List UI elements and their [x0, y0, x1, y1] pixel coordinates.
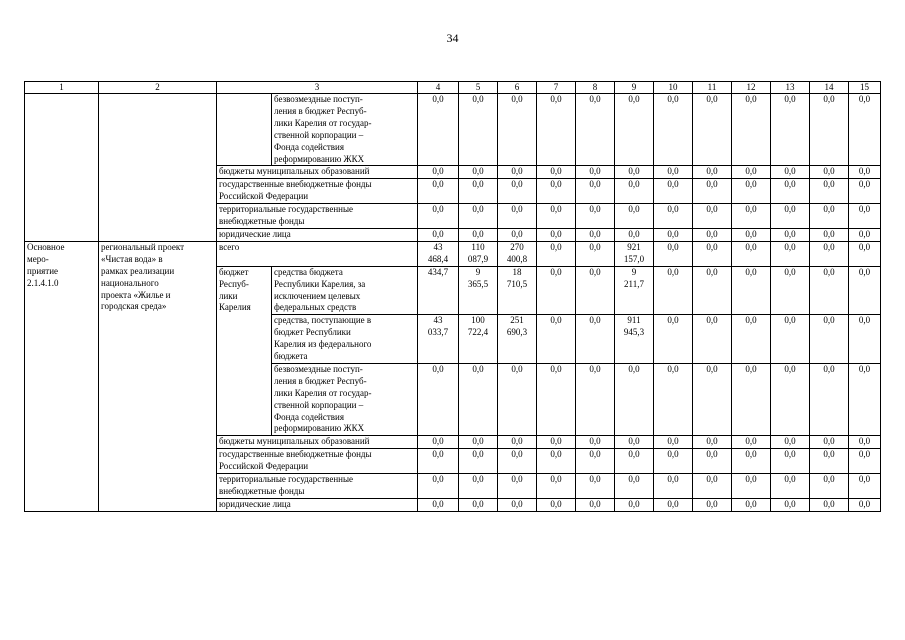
value-cell: 0,0	[693, 228, 732, 241]
value-cell: 43 033,7	[418, 315, 459, 364]
value-cell: 0,0	[537, 474, 576, 499]
value-cell: 0,0	[615, 474, 654, 499]
value-cell: 0,0	[537, 315, 576, 364]
value-cell: 0,0	[537, 241, 576, 266]
value-cell: 0,0	[654, 179, 693, 204]
column-header: 14	[810, 82, 849, 94]
source-label: безвозмездные поступ- ления в бюджет Респуб- лики Карелия от государ- ственной корпорации – Фонда содействия реформированию ЖКХ	[272, 94, 418, 166]
value-cell: 0,0	[849, 266, 881, 315]
value-cell: 0,0	[732, 204, 771, 229]
value-cell: 0,0	[418, 94, 459, 166]
value-cell: 0,0	[810, 266, 849, 315]
value-cell: 0,0	[615, 498, 654, 511]
source-label: юридические лица	[217, 498, 418, 511]
value-cell: 0,0	[771, 474, 810, 499]
source-label: всего	[217, 241, 418, 266]
value-cell: 0,0	[732, 241, 771, 266]
value-cell: 0,0	[498, 436, 537, 449]
column-header: 10	[654, 82, 693, 94]
value-cell: 0,0	[537, 179, 576, 204]
value-cell: 0,0	[849, 241, 881, 266]
value-cell: 0,0	[732, 266, 771, 315]
value-cell: 0,0	[654, 94, 693, 166]
value-cell: 0,0	[771, 498, 810, 511]
value-cell: 0,0	[810, 363, 849, 435]
value-cell: 0,0	[732, 94, 771, 166]
value-cell: 0,0	[537, 498, 576, 511]
source-label: безвозмездные поступ- ления в бюджет Респуб- лики Карелия от государ- ственной корпорации – Фонда содействия реформированию ЖКХ	[272, 363, 418, 435]
value-cell: 0,0	[498, 94, 537, 166]
value-cell: 0,0	[810, 474, 849, 499]
source-label: средства, поступающие в бюджет Республики Карелия из федерального бюджета	[272, 315, 418, 364]
value-cell: 0,0	[576, 94, 615, 166]
value-cell: 0,0	[849, 436, 881, 449]
project-cell: региональный проект «Чистая вода» в рамках реализации национального проекта «Жилье и городская среда»	[99, 241, 217, 511]
value-cell: 0,0	[771, 266, 810, 315]
value-cell: 0,0	[732, 315, 771, 364]
value-cell: 0,0	[771, 179, 810, 204]
value-cell: 0,0	[418, 228, 459, 241]
value-cell: 0,0	[849, 363, 881, 435]
value-cell: 0,0	[418, 363, 459, 435]
value-cell: 0,0	[810, 498, 849, 511]
value-cell: 0,0	[771, 449, 810, 474]
value-cell: 0,0	[459, 363, 498, 435]
value-cell: 911 945,3	[615, 315, 654, 364]
value-cell: 0,0	[654, 436, 693, 449]
value-cell: 0,0	[693, 94, 732, 166]
budget-cell: бюджет Респуб- лики Карелия	[217, 266, 272, 436]
value-cell: 0,0	[418, 449, 459, 474]
value-cell: 0,0	[693, 266, 732, 315]
value-cell: 0,0	[537, 228, 576, 241]
column-header: 11	[693, 82, 732, 94]
value-cell: 0,0	[693, 241, 732, 266]
source-label: юридические лица	[217, 228, 418, 241]
value-cell: 0,0	[732, 166, 771, 179]
value-cell: 0,0	[615, 166, 654, 179]
column-header: 15	[849, 82, 881, 94]
value-cell: 0,0	[418, 498, 459, 511]
value-cell: 0,0	[810, 179, 849, 204]
value-cell: 0,0	[654, 166, 693, 179]
value-cell: 0,0	[654, 498, 693, 511]
table-row	[25, 94, 881, 166]
value-cell: 0,0	[459, 474, 498, 499]
value-cell: 9 365,5	[459, 266, 498, 315]
value-cell: 0,0	[771, 241, 810, 266]
value-cell: 0,0	[654, 315, 693, 364]
source-label: бюджеты муниципальных образований	[217, 166, 418, 179]
value-cell: 0,0	[576, 363, 615, 435]
value-cell: 0,0	[732, 228, 771, 241]
value-cell: 0,0	[459, 204, 498, 229]
value-cell: 0,0	[615, 228, 654, 241]
value-cell: 0,0	[576, 266, 615, 315]
value-cell: 0,0	[537, 363, 576, 435]
value-cell: 0,0	[498, 474, 537, 499]
activity-cell: Основное меро- приятие 2.1.4.1.0	[25, 241, 99, 511]
value-cell: 0,0	[771, 94, 810, 166]
value-cell: 251 690,3	[498, 315, 537, 364]
value-cell: 9 211,7	[615, 266, 654, 315]
source-label: государственные внебюджетные фонды Российской Федерации	[217, 179, 418, 204]
value-cell: 0,0	[418, 166, 459, 179]
value-cell: 18 710,5	[498, 266, 537, 315]
table-row	[25, 241, 881, 266]
value-cell: 0,0	[810, 204, 849, 229]
value-cell: 0,0	[615, 449, 654, 474]
value-cell: 0,0	[498, 166, 537, 179]
value-cell: 0,0	[615, 179, 654, 204]
value-cell: 0,0	[771, 315, 810, 364]
value-cell: 0,0	[576, 315, 615, 364]
value-cell: 0,0	[654, 241, 693, 266]
value-cell: 0,0	[849, 179, 881, 204]
value-cell: 0,0	[576, 241, 615, 266]
column-header: 13	[771, 82, 810, 94]
page-number: 34	[446, 31, 459, 45]
value-cell: 0,0	[459, 166, 498, 179]
value-cell: 0,0	[654, 474, 693, 499]
value-cell: 0,0	[732, 449, 771, 474]
value-cell: 0,0	[418, 204, 459, 229]
value-cell: 0,0	[849, 228, 881, 241]
value-cell: 0,0	[459, 94, 498, 166]
value-cell: 0,0	[498, 179, 537, 204]
value-cell: 0,0	[459, 436, 498, 449]
column-header: 1	[25, 82, 99, 94]
value-cell: 0,0	[418, 474, 459, 499]
budget-table	[24, 81, 881, 512]
value-cell: 0,0	[849, 166, 881, 179]
value-cell: 0,0	[693, 449, 732, 474]
value-cell: 0,0	[849, 94, 881, 166]
value-cell: 0,0	[537, 436, 576, 449]
value-cell: 0,0	[732, 474, 771, 499]
value-cell: 0,0	[615, 94, 654, 166]
column-header: 5	[459, 82, 498, 94]
budget-cell	[217, 94, 272, 166]
value-cell: 0,0	[654, 449, 693, 474]
value-cell: 0,0	[459, 449, 498, 474]
value-cell: 0,0	[771, 363, 810, 435]
source-label: бюджеты муниципальных образований	[217, 436, 418, 449]
value-cell: 0,0	[537, 94, 576, 166]
value-cell: 0,0	[810, 436, 849, 449]
activity-cell	[25, 94, 99, 242]
value-cell: 0,0	[498, 449, 537, 474]
value-cell: 0,0	[576, 228, 615, 241]
value-cell: 43 468,4	[418, 241, 459, 266]
value-cell: 0,0	[810, 315, 849, 364]
value-cell: 0,0	[771, 204, 810, 229]
value-cell: 0,0	[810, 228, 849, 241]
value-cell: 0,0	[615, 363, 654, 435]
value-cell: 270 400,8	[498, 241, 537, 266]
value-cell: 0,0	[771, 436, 810, 449]
value-cell: 0,0	[732, 498, 771, 511]
column-header: 9	[615, 82, 654, 94]
value-cell: 0,0	[654, 204, 693, 229]
value-cell: 434,7	[418, 266, 459, 315]
value-cell: 0,0	[849, 315, 881, 364]
value-cell: 0,0	[849, 474, 881, 499]
value-cell: 0,0	[732, 363, 771, 435]
value-cell: 0,0	[849, 449, 881, 474]
value-cell: 0,0	[615, 436, 654, 449]
value-cell: 0,0	[459, 498, 498, 511]
value-cell: 0,0	[498, 498, 537, 511]
value-cell: 0,0	[418, 436, 459, 449]
project-cell	[99, 94, 217, 242]
value-cell: 0,0	[576, 166, 615, 179]
value-cell: 0,0	[654, 363, 693, 435]
value-cell: 0,0	[732, 436, 771, 449]
value-cell: 0,0	[459, 179, 498, 204]
value-cell: 0,0	[849, 498, 881, 511]
value-cell: 0,0	[693, 498, 732, 511]
column-header: 7	[537, 82, 576, 94]
value-cell: 0,0	[693, 166, 732, 179]
column-header: 2	[99, 82, 217, 94]
column-header: 4	[418, 82, 459, 94]
value-cell: 0,0	[576, 498, 615, 511]
value-cell: 0,0	[849, 204, 881, 229]
value-cell: 0,0	[810, 166, 849, 179]
value-cell: 0,0	[459, 228, 498, 241]
value-cell: 0,0	[576, 436, 615, 449]
value-cell: 0,0	[693, 315, 732, 364]
value-cell: 0,0	[498, 363, 537, 435]
value-cell: 0,0	[654, 228, 693, 241]
value-cell: 0,0	[693, 204, 732, 229]
column-header: 6	[498, 82, 537, 94]
column-header: 12	[732, 82, 771, 94]
source-label: государственные внебюджетные фонды Российской Федерации	[217, 449, 418, 474]
value-cell: 0,0	[537, 449, 576, 474]
value-cell: 0,0	[576, 474, 615, 499]
value-cell: 921 157,0	[615, 241, 654, 266]
column-header: 3	[217, 82, 418, 94]
value-cell: 0,0	[498, 204, 537, 229]
value-cell: 0,0	[732, 179, 771, 204]
source-label: территориальные государственные внебюджетные фонды	[217, 474, 418, 499]
value-cell: 0,0	[693, 179, 732, 204]
value-cell: 100 722,4	[459, 315, 498, 364]
header-row	[25, 82, 881, 94]
value-cell: 0,0	[576, 204, 615, 229]
value-cell: 0,0	[771, 228, 810, 241]
value-cell: 0,0	[693, 436, 732, 449]
value-cell: 0,0	[771, 166, 810, 179]
value-cell: 0,0	[693, 474, 732, 499]
value-cell: 0,0	[576, 449, 615, 474]
value-cell: 0,0	[537, 266, 576, 315]
value-cell: 0,0	[615, 204, 654, 229]
value-cell: 110 087,9	[459, 241, 498, 266]
value-cell: 0,0	[810, 241, 849, 266]
value-cell: 0,0	[576, 179, 615, 204]
value-cell: 0,0	[537, 204, 576, 229]
source-label: территориальные государственные внебюджетные фонды	[217, 204, 418, 229]
source-label: средства бюджета Республики Карелия, за исключением целевых федеральных средств	[272, 266, 418, 315]
value-cell: 0,0	[810, 449, 849, 474]
column-header: 8	[576, 82, 615, 94]
value-cell: 0,0	[654, 266, 693, 315]
value-cell: 0,0	[537, 166, 576, 179]
value-cell: 0,0	[810, 94, 849, 166]
value-cell: 0,0	[498, 228, 537, 241]
value-cell: 0,0	[693, 363, 732, 435]
value-cell: 0,0	[418, 179, 459, 204]
